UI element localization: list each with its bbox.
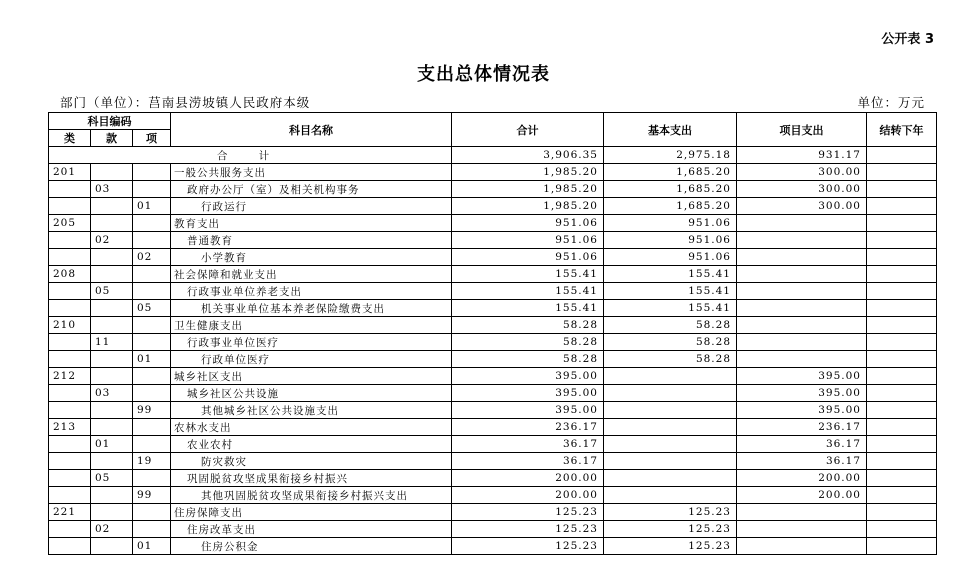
cell-xiang bbox=[133, 385, 171, 402]
cell-carry bbox=[867, 249, 937, 266]
table-row bbox=[49, 487, 937, 504]
cell-basic: 58.28 bbox=[604, 351, 737, 368]
header-name: 科目名称 bbox=[171, 113, 452, 147]
cell-total: 125.23 bbox=[452, 504, 604, 521]
cell-project bbox=[737, 351, 867, 368]
table-row bbox=[49, 402, 937, 419]
cell-project bbox=[737, 249, 867, 266]
cell-xiang: 01 bbox=[133, 198, 171, 215]
cell-name: 小学教育 bbox=[171, 249, 452, 266]
cell-lei bbox=[49, 453, 91, 470]
table-row bbox=[49, 215, 937, 232]
cell-project bbox=[737, 521, 867, 538]
cell-name: 巩固脱贫攻坚成果衔接乡村振兴 bbox=[171, 470, 452, 487]
cell-project bbox=[737, 538, 867, 555]
cell-total: 236.17 bbox=[452, 419, 604, 436]
cell-basic: 155.41 bbox=[604, 283, 737, 300]
cell-lei bbox=[49, 232, 91, 249]
total-carry bbox=[867, 147, 937, 164]
cell-name: 行政事业单位养老支出 bbox=[171, 283, 452, 300]
total-total: 3,906.35 bbox=[452, 147, 604, 164]
cell-basic: 155.41 bbox=[604, 300, 737, 317]
cell-lei bbox=[49, 402, 91, 419]
cell-basic: 125.23 bbox=[604, 504, 737, 521]
cell-lei: 205 bbox=[49, 215, 91, 232]
cell-lei: 221 bbox=[49, 504, 91, 521]
cell-name: 机关事业单位基本养老保险缴费支出 bbox=[171, 300, 452, 317]
cell-project bbox=[737, 504, 867, 521]
table-row bbox=[49, 504, 937, 521]
cell-project bbox=[737, 215, 867, 232]
cell-kuan bbox=[91, 249, 133, 266]
cell-carry bbox=[867, 453, 937, 470]
cell-total: 951.06 bbox=[452, 232, 604, 249]
cell-project: 236.17 bbox=[737, 419, 867, 436]
cell-project: 395.00 bbox=[737, 368, 867, 385]
cell-kuan bbox=[91, 453, 133, 470]
cell-basic bbox=[604, 385, 737, 402]
cell-project: 36.17 bbox=[737, 453, 867, 470]
cell-carry bbox=[867, 521, 937, 538]
table-row bbox=[49, 538, 937, 555]
cell-total: 1,985.20 bbox=[452, 181, 604, 198]
cell-name: 行政事业单位医疗 bbox=[171, 334, 452, 351]
cell-name: 行政单位医疗 bbox=[171, 351, 452, 368]
cell-name: 住房公积金 bbox=[171, 538, 452, 555]
cell-project bbox=[737, 266, 867, 283]
cell-project: 395.00 bbox=[737, 402, 867, 419]
cell-basic bbox=[604, 402, 737, 419]
table-row bbox=[49, 470, 937, 487]
cell-xiang bbox=[133, 470, 171, 487]
cell-project: 395.00 bbox=[737, 385, 867, 402]
table-row bbox=[49, 385, 937, 402]
cell-lei bbox=[49, 538, 91, 555]
cell-kuan bbox=[91, 419, 133, 436]
cell-xiang bbox=[133, 419, 171, 436]
cell-kuan bbox=[91, 402, 133, 419]
table-body bbox=[49, 147, 937, 555]
table-row bbox=[49, 181, 937, 198]
cell-total: 395.00 bbox=[452, 385, 604, 402]
cell-xiang bbox=[133, 232, 171, 249]
cell-xiang bbox=[133, 504, 171, 521]
cell-xiang: 99 bbox=[133, 402, 171, 419]
header-basic: 基本支出 bbox=[604, 113, 737, 147]
cell-total: 36.17 bbox=[452, 436, 604, 453]
cell-carry bbox=[867, 164, 937, 181]
header-code-group: 科目编码 bbox=[49, 113, 171, 130]
cell-carry bbox=[867, 198, 937, 215]
table-row bbox=[49, 317, 937, 334]
table-row bbox=[49, 283, 937, 300]
cell-xiang bbox=[133, 164, 171, 181]
cell-project: 300.00 bbox=[737, 164, 867, 181]
cell-total: 951.06 bbox=[452, 215, 604, 232]
cell-carry bbox=[867, 334, 937, 351]
cell-total: 200.00 bbox=[452, 470, 604, 487]
cell-lei: 212 bbox=[49, 368, 91, 385]
cell-xiang bbox=[133, 521, 171, 538]
cell-xiang: 02 bbox=[133, 249, 171, 266]
cell-basic: 951.06 bbox=[604, 249, 737, 266]
cell-carry bbox=[867, 487, 937, 504]
cell-kuan bbox=[91, 215, 133, 232]
cell-total: 125.23 bbox=[452, 538, 604, 555]
cell-basic bbox=[604, 368, 737, 385]
cell-lei bbox=[49, 300, 91, 317]
table-row bbox=[49, 249, 937, 266]
cell-lei: 208 bbox=[49, 266, 91, 283]
cell-xiang: 01 bbox=[133, 351, 171, 368]
cell-name: 住房保障支出 bbox=[171, 504, 452, 521]
cell-total: 200.00 bbox=[452, 487, 604, 504]
cell-carry bbox=[867, 436, 937, 453]
unit-label: 单位：万元 bbox=[857, 95, 925, 110]
cell-project: 200.00 bbox=[737, 487, 867, 504]
cell-basic: 125.23 bbox=[604, 521, 737, 538]
cell-basic bbox=[604, 470, 737, 487]
cell-name: 政府办公厅（室）及相关机构事务 bbox=[171, 181, 452, 198]
cell-name: 一般公共服务支出 bbox=[171, 164, 452, 181]
cell-name: 教育支出 bbox=[171, 215, 452, 232]
cell-xiang bbox=[133, 181, 171, 198]
cell-xiang: 19 bbox=[133, 453, 171, 470]
header-total: 合计 bbox=[452, 113, 604, 147]
cell-name: 农林水支出 bbox=[171, 419, 452, 436]
cell-project bbox=[737, 317, 867, 334]
department-label: 部门（单位）：莒南县涝坡镇人民政府本级 bbox=[60, 95, 311, 110]
cell-project bbox=[737, 334, 867, 351]
cell-name: 社会保障和就业支出 bbox=[171, 266, 452, 283]
cell-kuan: 05 bbox=[91, 283, 133, 300]
header-xiang: 项 bbox=[133, 130, 171, 147]
cell-lei bbox=[49, 181, 91, 198]
cell-project: 200.00 bbox=[737, 470, 867, 487]
cell-total: 155.41 bbox=[452, 300, 604, 317]
header-lei: 类 bbox=[49, 130, 91, 147]
cell-total: 155.41 bbox=[452, 266, 604, 283]
cell-basic bbox=[604, 487, 737, 504]
total-basic: 2,975.18 bbox=[604, 147, 737, 164]
cell-basic bbox=[604, 419, 737, 436]
cell-name: 其他巩固脱贫攻坚成果衔接乡村振兴支出 bbox=[171, 487, 452, 504]
cell-basic: 1,685.20 bbox=[604, 181, 737, 198]
cell-carry bbox=[867, 385, 937, 402]
cell-xiang bbox=[133, 436, 171, 453]
cell-lei: 210 bbox=[49, 317, 91, 334]
cell-kuan bbox=[91, 487, 133, 504]
table-row bbox=[49, 351, 937, 368]
cell-name: 住房改革支出 bbox=[171, 521, 452, 538]
cell-carry bbox=[867, 283, 937, 300]
cell-lei bbox=[49, 351, 91, 368]
cell-project: 300.00 bbox=[737, 181, 867, 198]
cell-carry bbox=[867, 538, 937, 555]
cell-name: 防灾救灾 bbox=[171, 453, 452, 470]
cell-kuan bbox=[91, 266, 133, 283]
header-kuan: 款 bbox=[91, 130, 133, 147]
cell-lei: 201 bbox=[49, 164, 91, 181]
cell-total: 395.00 bbox=[452, 402, 604, 419]
cell-xiang bbox=[133, 368, 171, 385]
header-carry: 结转下年 bbox=[867, 113, 937, 147]
total-label: 合 计 bbox=[49, 147, 452, 164]
cell-total: 36.17 bbox=[452, 453, 604, 470]
cell-carry bbox=[867, 368, 937, 385]
cell-total: 951.06 bbox=[452, 249, 604, 266]
cell-lei bbox=[49, 436, 91, 453]
cell-kuan: 11 bbox=[91, 334, 133, 351]
table-row bbox=[49, 436, 937, 453]
cell-lei bbox=[49, 487, 91, 504]
cell-project bbox=[737, 232, 867, 249]
table-row bbox=[49, 232, 937, 249]
cell-kuan: 02 bbox=[91, 521, 133, 538]
cell-basic bbox=[604, 453, 737, 470]
cell-kuan: 02 bbox=[91, 232, 133, 249]
cell-kuan: 01 bbox=[91, 436, 133, 453]
cell-xiang bbox=[133, 266, 171, 283]
cell-lei bbox=[49, 334, 91, 351]
table-row bbox=[49, 300, 937, 317]
cell-basic: 951.06 bbox=[604, 232, 737, 249]
cell-name: 普通教育 bbox=[171, 232, 452, 249]
cell-basic: 58.28 bbox=[604, 317, 737, 334]
cell-carry bbox=[867, 470, 937, 487]
cell-xiang bbox=[133, 334, 171, 351]
cell-kuan bbox=[91, 317, 133, 334]
cell-carry bbox=[867, 215, 937, 232]
table-row bbox=[49, 164, 937, 181]
cell-name: 城乡社区支出 bbox=[171, 368, 452, 385]
cell-xiang bbox=[133, 317, 171, 334]
cell-basic: 125.23 bbox=[604, 538, 737, 555]
cell-basic: 155.41 bbox=[604, 266, 737, 283]
cell-kuan bbox=[91, 351, 133, 368]
cell-kuan bbox=[91, 300, 133, 317]
cell-xiang: 99 bbox=[133, 487, 171, 504]
cell-total: 58.28 bbox=[452, 317, 604, 334]
cell-name: 其他城乡社区公共设施支出 bbox=[171, 402, 452, 419]
cell-project bbox=[737, 300, 867, 317]
table-row bbox=[49, 521, 937, 538]
header-project: 项目支出 bbox=[737, 113, 867, 147]
cell-total: 1,985.20 bbox=[452, 164, 604, 181]
page-title: 支出总体情况表 bbox=[417, 64, 550, 85]
cell-kuan: 03 bbox=[91, 181, 133, 198]
cell-lei bbox=[49, 249, 91, 266]
cell-basic bbox=[604, 436, 737, 453]
cell-lei bbox=[49, 470, 91, 487]
total-row bbox=[49, 147, 937, 164]
cell-total: 395.00 bbox=[452, 368, 604, 385]
cell-carry bbox=[867, 232, 937, 249]
cell-total: 1,985.20 bbox=[452, 198, 604, 215]
cell-kuan bbox=[91, 538, 133, 555]
cell-basic: 58.28 bbox=[604, 334, 737, 351]
cell-basic: 951.06 bbox=[604, 215, 737, 232]
cell-kuan: 05 bbox=[91, 470, 133, 487]
cell-kuan bbox=[91, 504, 133, 521]
cell-kuan bbox=[91, 164, 133, 181]
cell-name: 行政运行 bbox=[171, 198, 452, 215]
cell-kuan bbox=[91, 198, 133, 215]
table-tag: 公开表 3 bbox=[881, 32, 934, 47]
cell-project: 36.17 bbox=[737, 436, 867, 453]
table-row bbox=[49, 334, 937, 351]
table-row bbox=[49, 198, 937, 215]
cell-project bbox=[737, 283, 867, 300]
table-row bbox=[49, 419, 937, 436]
cell-basic: 1,685.20 bbox=[604, 198, 737, 215]
cell-lei bbox=[49, 521, 91, 538]
cell-kuan: 03 bbox=[91, 385, 133, 402]
cell-carry bbox=[867, 300, 937, 317]
cell-carry bbox=[867, 181, 937, 198]
cell-carry bbox=[867, 402, 937, 419]
cell-total: 155.41 bbox=[452, 283, 604, 300]
cell-name: 城乡社区公共设施 bbox=[171, 385, 452, 402]
cell-total: 58.28 bbox=[452, 351, 604, 368]
cell-carry bbox=[867, 351, 937, 368]
cell-xiang bbox=[133, 283, 171, 300]
total-project: 931.17 bbox=[737, 147, 867, 164]
cell-basic: 1,685.20 bbox=[604, 164, 737, 181]
cell-lei bbox=[49, 385, 91, 402]
cell-xiang: 01 bbox=[133, 538, 171, 555]
expenditure-table bbox=[48, 112, 937, 555]
cell-project: 300.00 bbox=[737, 198, 867, 215]
cell-lei: 213 bbox=[49, 419, 91, 436]
cell-name: 卫生健康支出 bbox=[171, 317, 452, 334]
cell-lei bbox=[49, 198, 91, 215]
cell-carry bbox=[867, 317, 937, 334]
cell-total: 125.23 bbox=[452, 521, 604, 538]
cell-carry bbox=[867, 266, 937, 283]
cell-xiang bbox=[133, 215, 171, 232]
cell-kuan bbox=[91, 368, 133, 385]
table-row bbox=[49, 368, 937, 385]
cell-lei bbox=[49, 283, 91, 300]
cell-name: 农业农村 bbox=[171, 436, 452, 453]
cell-xiang: 05 bbox=[133, 300, 171, 317]
table-row bbox=[49, 266, 937, 283]
cell-carry bbox=[867, 419, 937, 436]
cell-total: 58.28 bbox=[452, 334, 604, 351]
table-row bbox=[49, 453, 937, 470]
cell-carry bbox=[867, 504, 937, 521]
